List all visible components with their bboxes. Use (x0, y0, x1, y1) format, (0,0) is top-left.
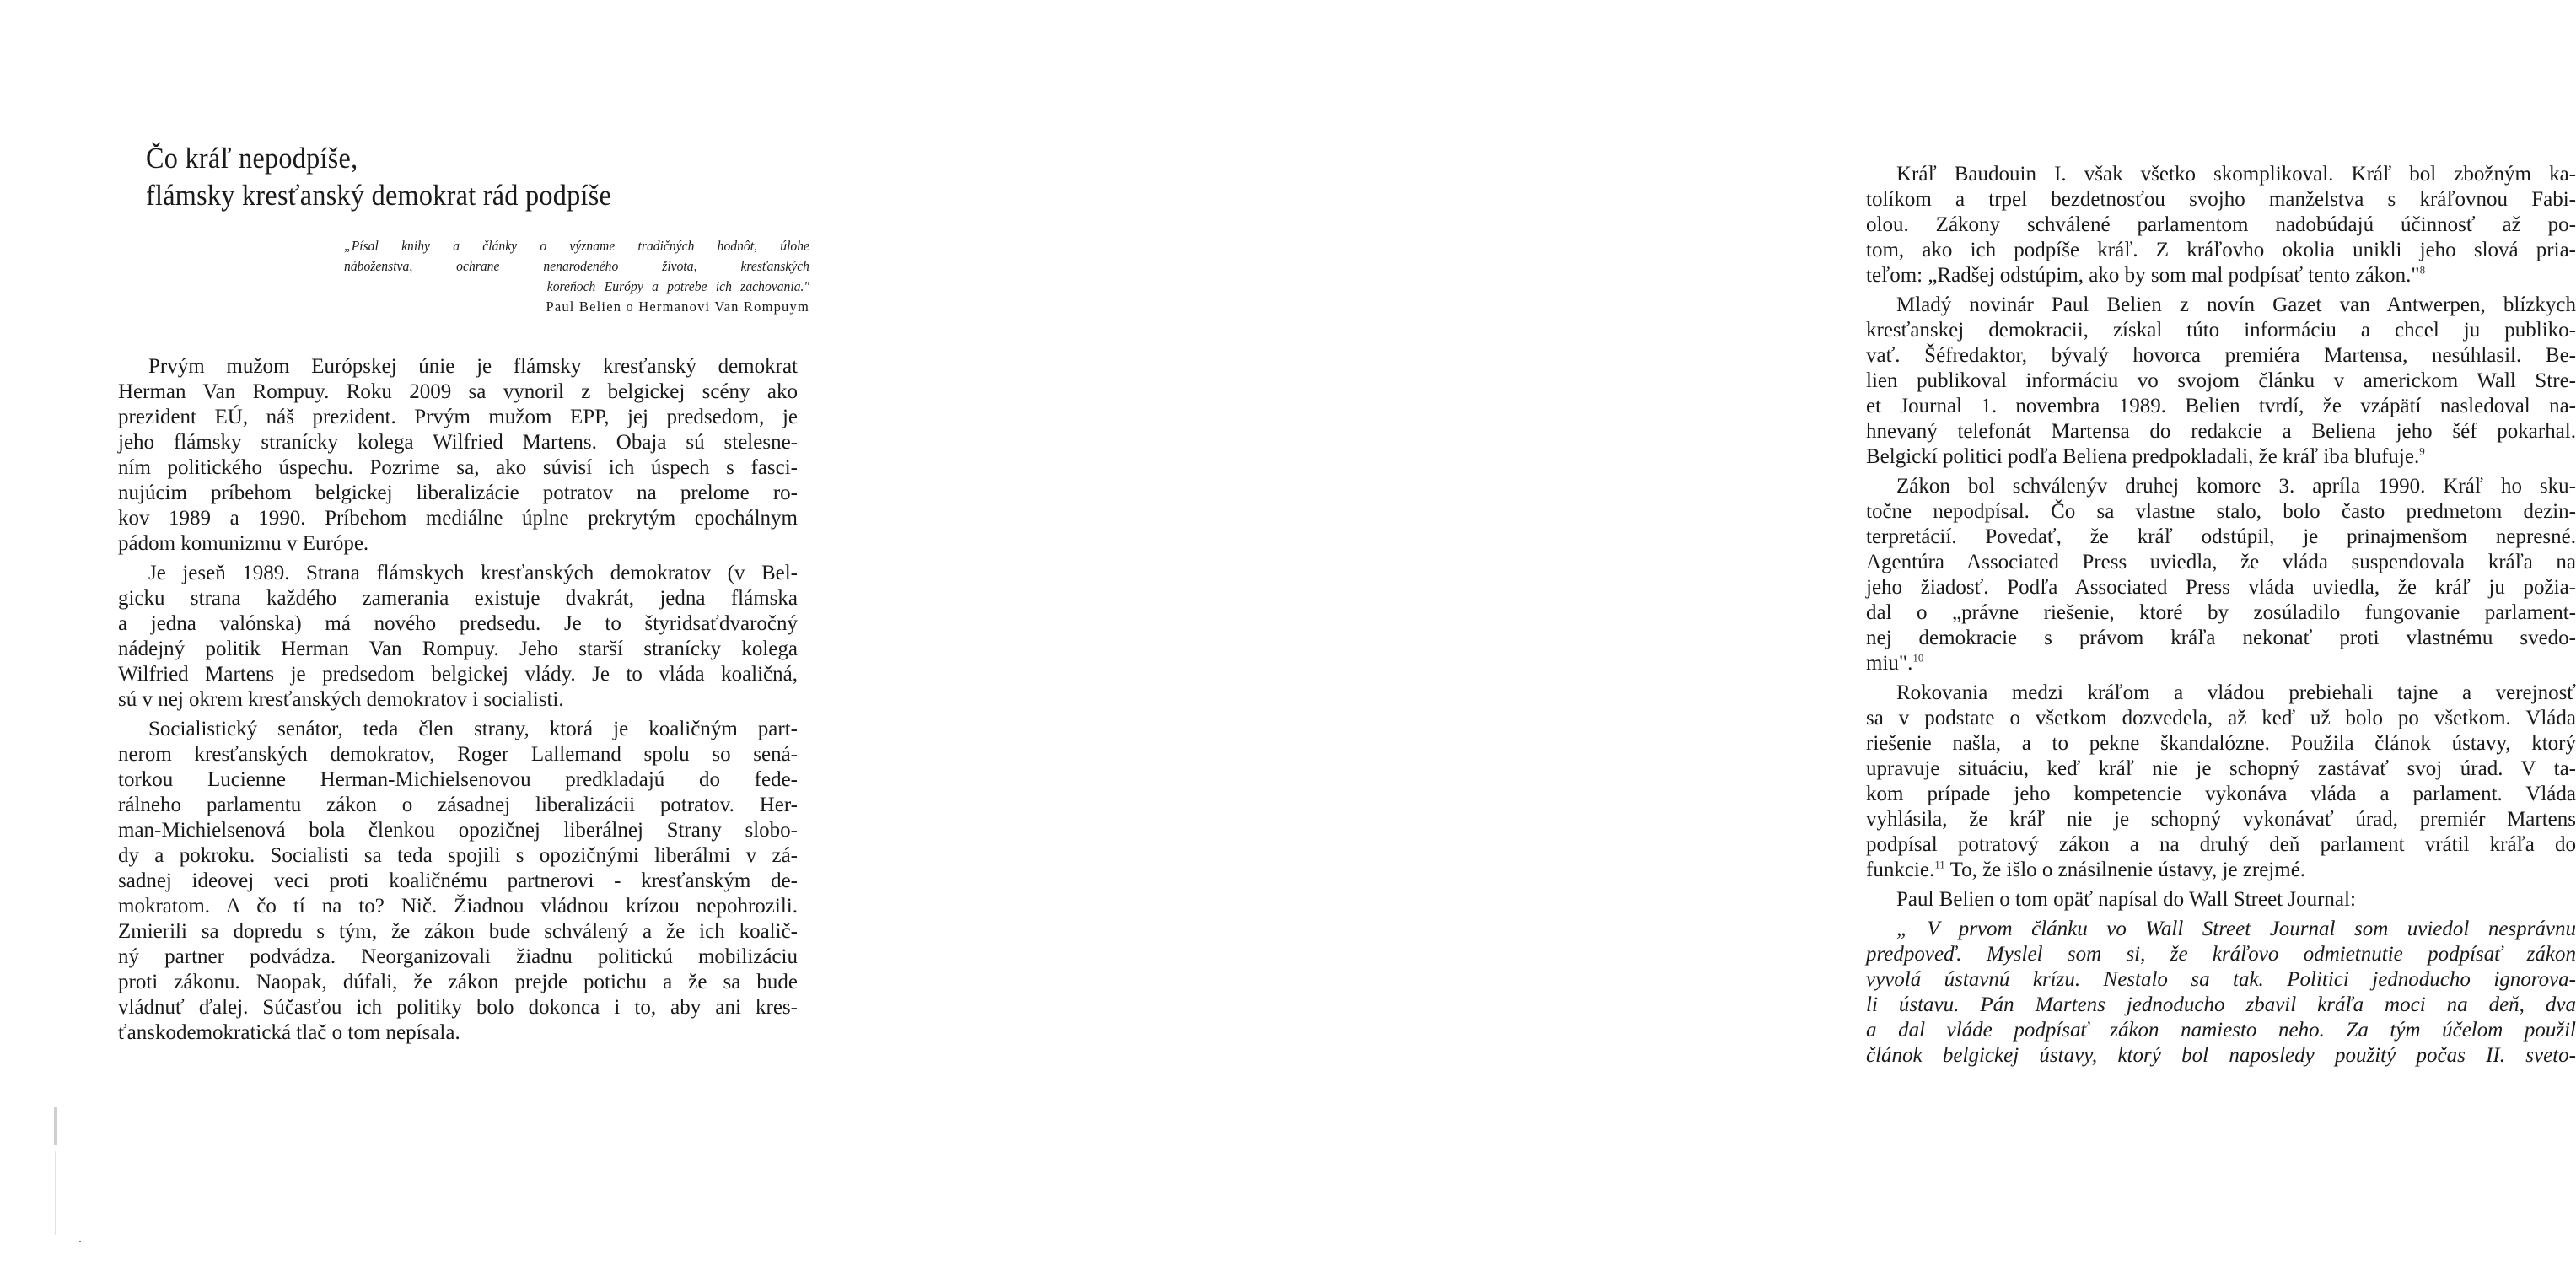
text-line: Paul Belien o tom opäť napísal do Wall Street Journal: (1896, 888, 2356, 911)
text-line: man-Michielsenová bola členkou opozičnej liberálnej Strany slobo- (118, 819, 798, 842)
text-line-content: funkcie. (1866, 859, 1935, 881)
text-line: nej demokracie s právom kráľa nekonať proti vlastnému svedo- (1866, 627, 2576, 649)
text-line (1866, 651, 2576, 676)
text-line: rálneho parlamentu zákon o zásadnej liberalizácii potratov. Her- (118, 794, 798, 816)
paragraph (1866, 162, 2576, 288)
text-line: tom, ako ich podpíše kráľ. Z kráľovho okolia unikli jeho slová pria- (1866, 239, 2576, 261)
text-line: pádom komunizmu v Európe. (118, 532, 369, 555)
text-line: Wilfried Martens je predsedom belgickej vlády. Je to vláda koaličná, (118, 663, 798, 686)
text-line: Rokovania medzi kráľom a vládou prebiehali tajne a verejnosť (1896, 681, 2576, 704)
text-line: vyvolá ústavnú krízu. Nestalo sa tak. Politici jednoducho ignorova- (1866, 968, 2576, 991)
left-text-column (118, 354, 798, 1050)
right-page (892, 0, 2576, 1265)
text-line: gicku strana každého zamerania existuje dvakrát, jedna flámska (118, 587, 798, 610)
text-line: ný partner podvádza. Neorganizovali žiadnu politickú mobilizáciu (118, 945, 798, 968)
text-line: dal o „právne riešenie, ktoré by zosúladilo fungovanie parlament- (1866, 601, 2576, 624)
text-line-content: teľom: „Radšej odstúpim, ako by som mal podpísať tento zákon." (1866, 264, 2420, 287)
text-line: ním politického úspechu. Pozrime sa, ako súvisí ich úspech s fasci- (118, 456, 798, 479)
text-line (1866, 263, 2576, 288)
text-line (1866, 444, 2576, 470)
paragraph (1866, 887, 2576, 912)
text-line: sú v nej okrem kresťanských demokratov i socialisti. (118, 688, 564, 711)
scan-artifact-dot (79, 1241, 81, 1242)
paragraph (118, 717, 798, 1046)
text-line: Socialistický senátor, teda člen strany, ktorá je koaličným part- (148, 718, 798, 740)
text-line: sadnej ideovej veci proti koaličnému partnerovi - kresťanským de- (118, 869, 798, 892)
text-line-content: Belgickí politici podľa Beliena predpokladali, že kráľ iba blufuje. (1866, 445, 2420, 468)
footnote-marker[interactable]: 10 (1912, 651, 1924, 665)
text-line: predpoveď. Myslel som si, že kráľovo odmietnutie podpísať zákon (1866, 943, 2576, 966)
text-line: lien publikoval informáciu vo svojom článku v americkom Wall Stre- (1866, 369, 2576, 392)
chapter-title (146, 140, 766, 214)
epigraph-quote (344, 236, 809, 297)
text-line: olou. Zákony schválené parlamentom nadobúdajú účinnosť až po- (1866, 213, 2576, 236)
text-line: nádejný politik Herman Van Rompuy. Jeho starší stranícky kolega (118, 638, 798, 660)
text-line: jeho flámsky stranícky kolega Wilfried Martens. Obaja sú stelesne- (118, 431, 798, 454)
text-line: vládnuť ďalej. Súčasťou ich politiky bolo dokonca i to, aby ani kres- (118, 996, 798, 1019)
text-line: tolíkom a trpel bezdetnosťou svojho manželstva s kráľovnou Fabi- (1866, 188, 2576, 211)
paragraph (1866, 293, 2576, 470)
chapter-title-line-1: Čo kráľ nepodpíše, (146, 142, 358, 175)
text-line: vať. Šéfredaktor, bývalý hovorca premiéra Martensa, nesúhlasil. Be- (1866, 344, 2576, 367)
paragraph (1866, 681, 2576, 883)
epigraph-quote-line: náboženstva, ochrane nenarodeného života, kresťanských (344, 258, 809, 274)
text-line: Zmierili sa dopredu s tým, že zákon bude schválený a že ich koalič- (118, 920, 798, 943)
text-line: točne nepodpísal. Čo sa vlastne stalo, bolo často predmetom dezin- (1866, 500, 2576, 523)
text-line-content: miu". (1866, 652, 1913, 675)
scan-artifact-mark (54, 1107, 57, 1145)
quoted-paragraph (1866, 917, 2576, 1069)
text-line: a dal vláde podpísať zákon namiesto neho. Za tým účelom použil (1866, 1019, 2576, 1042)
footnote-marker[interactable]: 11 (1934, 858, 1945, 871)
text-line: vyhlásila, že kráľ nie je schopný vykonávať úrad, premiér Martens (1866, 808, 2576, 831)
text-line: jeho žiadosť. Podľa Associated Press vláda uviedla, že kráľ ju požia- (1866, 576, 2576, 599)
text-line: článok belgickej ústavy, ktorý bol naposledy použitý počas II. sveto- (1866, 1044, 2576, 1067)
text-line-content: To, že išlo o znásilnenie ústavy, je zrejmé. (1949, 859, 2306, 881)
text-line (1866, 858, 2576, 883)
text-line: ťanskodemokratická tlač o tom nepísala. (118, 1021, 460, 1044)
paragraph (118, 354, 798, 557)
text-line: et Journal 1. novembra 1989. Belien tvrdí, že vzápätí nasledoval na- (1866, 395, 2576, 417)
text-line: Herman Van Rompuy. Roku 2009 sa vynoril z belgickej scény ako (118, 380, 798, 403)
left-page (0, 0, 892, 1265)
text-line: hnevaný telefonát Martensa do redakcie a Beliena jeho šéf pokarhal. (1866, 420, 2576, 443)
text-line: proti zákonu. Naopak, dúfali, že zákon prejde potichu a že sa bude (118, 971, 798, 993)
epigraph-quote-line: „Písal knihy a články o význame tradičných hodnôt, úlohe (344, 238, 809, 254)
text-line: Agentúra Associated Press uviedla, že vláda suspendovala kráľa na (1866, 551, 2576, 573)
text-line: Prvým mužom Európskej únie je flámsky kresťanský demokrat (148, 355, 798, 378)
text-line: kresťanskej demokracii, získal túto informáciu a chcel ju publiko- (1866, 319, 2576, 342)
text-line: upravuje situáciu, keď kráľ nie je schopný zastávať svoj úrad. V ta- (1866, 757, 2576, 780)
right-text-column (1866, 162, 2576, 1073)
text-line: „ V prvom článku vo Wall Street Journal som uviedol nesprávnu (1896, 918, 2576, 940)
text-line: Kráľ Baudouin I. však všetko skomplikoval. Kráľ bol zbožným ka- (1896, 163, 2576, 186)
text-line: riešenie našla, a to pekne škandalózne. Použila článok ústavy, ktorý (1866, 732, 2576, 755)
epigraph (304, 236, 809, 317)
text-line: kom prípade jeho kompetencie vykonáva vláda a parlament. Vláda (1866, 783, 2576, 805)
text-line: prezident EÚ, náš prezident. Prvým mužom EPP, jej predsedom, je (118, 406, 798, 428)
text-line: a jedna valónska) má nového predsedu. Je to štyridsaťdvaročný (118, 612, 798, 635)
text-line: Mladý novinár Paul Belien z novín Gazet van Antwerpen, blízkych (1896, 293, 2576, 316)
text-line: li ústavu. Pán Martens jednoducho zbavil kráľa moci na deň, dva (1866, 993, 2576, 1016)
text-line: nujúcim príbehom belgickej liberalizácie potratov na prelome ro- (118, 482, 798, 504)
epigraph-quote-line: koreňoch Európy a potrebe ich zachovania." (546, 278, 809, 294)
text-line: kov 1989 a 1990. Príbehom mediálne úplne prekrytým epochálnym (118, 507, 798, 530)
epigraph-attribution: Paul Belien o Hermanovi Van Rompuym (546, 299, 809, 315)
text-line: Zákon bol schválenýv druhej komore 3. apríla 1990. Kráľ ho sku- (1896, 475, 2576, 498)
text-line: dy a pokroku. Socialisti sa teda spojili s opozičnými liberálmi v zá- (118, 844, 798, 867)
text-line: nerom kresťanských demokratov, Roger Lallemand spolu so sená- (118, 743, 798, 766)
text-line: mokratom. A čo tí na to? Nič. Žiadnou vládnou krízou nepohrozili. (118, 895, 798, 918)
text-line: torkou Lucienne Herman-Michielsenovou predkladajú do fede- (118, 768, 798, 791)
footnote-marker[interactable]: 8 (2419, 263, 2426, 277)
text-line: Je jeseň 1989. Strana flámskych kresťanských demokratov (v Bel- (148, 562, 798, 584)
paragraph (1866, 474, 2576, 676)
footnote-marker[interactable]: 9 (2419, 444, 2425, 458)
text-line: podpísal potratový zákon a na druhý deň parlament vrátil kráľa do (1866, 833, 2576, 856)
scan-artifact-line (55, 1151, 56, 1235)
chapter-title-line-2: flámsky kresťanský demokrat rád podpíše (146, 179, 612, 212)
text-line: sa v podstate o všetkom dozvedela, až keď už bolo po všetkom. Vláda (1866, 707, 2576, 729)
text-line: terpretácií. Povedať, že kráľ odstúpil, je prinajmenšom nepresné. (1866, 525, 2576, 548)
paragraph (118, 561, 798, 713)
